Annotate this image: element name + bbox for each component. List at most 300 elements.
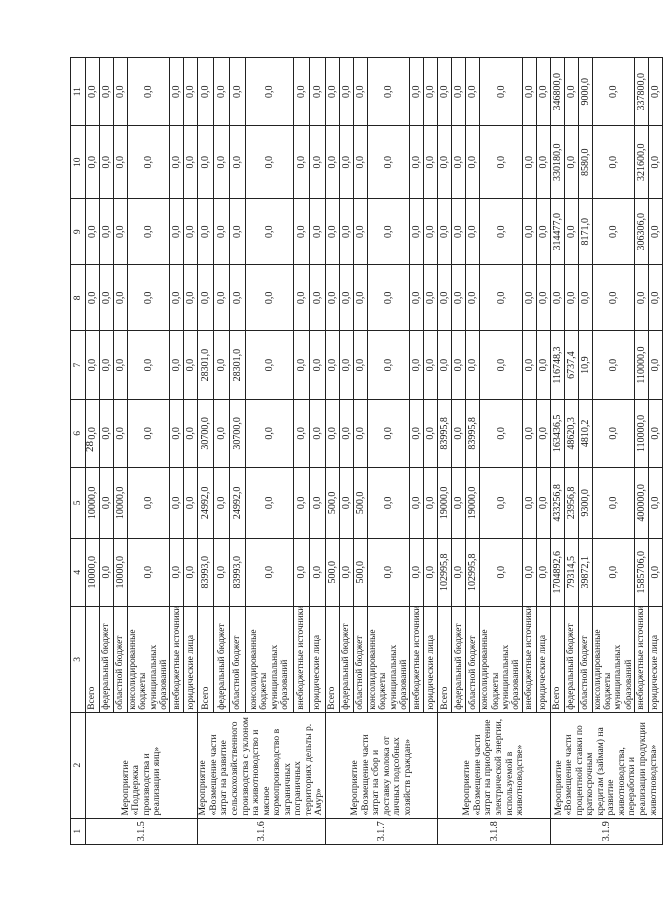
amount-cell: 28301,0	[198, 331, 214, 399]
amount-cell: 0,0	[198, 199, 214, 265]
amount-cell: 0,0	[294, 58, 310, 126]
item-code: 3.1.6	[198, 818, 326, 844]
amount-cell: 0,0	[536, 331, 550, 399]
amount-cell: 6737,4	[564, 331, 578, 399]
amount-cell: 0,0	[170, 331, 184, 399]
amount-cell: 0,0	[230, 265, 246, 331]
amount-cell: 8580,0	[578, 126, 592, 199]
amount-cell: 0,0	[246, 399, 294, 467]
amount-cell: 0,0	[128, 331, 170, 399]
amount-cell: 0,0	[86, 199, 100, 265]
amount-cell: 24992,0	[230, 468, 246, 539]
amount-cell: 0,0	[86, 58, 100, 126]
amount-cell: 19000,0	[438, 468, 452, 539]
amount-cell: 0,0	[310, 199, 326, 265]
amount-cell: 0,0	[214, 468, 230, 539]
amount-cell: 0,0	[114, 331, 128, 399]
amount-cell: 0,0	[522, 126, 536, 199]
amount-cell: 0,0	[367, 265, 409, 331]
column-header: 5	[71, 468, 86, 539]
funding-source: внебюджетные источники	[170, 606, 184, 712]
amount-cell: 0,0	[325, 265, 339, 331]
amount-cell: 0,0	[100, 468, 114, 539]
amount-cell: 0,0	[114, 199, 128, 265]
amount-cell: 0,0	[339, 199, 353, 265]
amount-cell: 83993,0	[198, 538, 214, 606]
amount-cell: 0,0	[536, 126, 550, 199]
amount-cell: 0,0	[114, 126, 128, 199]
amount-cell: 0,0	[114, 58, 128, 126]
amount-cell: 0,0	[339, 399, 353, 467]
column-header: 7	[71, 331, 86, 399]
column-header: 10	[71, 126, 86, 199]
amount-cell: 0,0	[184, 331, 198, 399]
item-name: Мероприятие «Поддержка производства и реализации яиц»	[86, 712, 198, 818]
amount-cell: 0,0	[564, 58, 578, 126]
amount-cell: 83995,8	[438, 399, 452, 467]
amount-cell: 0,0	[649, 265, 663, 331]
amount-cell: 0,0	[424, 199, 438, 265]
amount-cell: 0,0	[198, 265, 214, 331]
amount-cell: 500,0	[353, 538, 367, 606]
amount-cell: 0,0	[592, 265, 634, 331]
amount-cell: 0,0	[100, 58, 114, 126]
amount-cell: 0,0	[128, 199, 170, 265]
amount-cell: 0,0	[635, 265, 649, 331]
amount-cell: 0,0	[128, 126, 170, 199]
amount-cell: 0,0	[214, 331, 230, 399]
amount-cell: 0,0	[100, 265, 114, 331]
amount-cell: 0,0	[100, 126, 114, 199]
amount-cell: 0,0	[480, 265, 522, 331]
amount-cell: 330180,0	[550, 126, 564, 199]
amount-cell: 0,0	[649, 538, 663, 606]
funding-source: Всего	[86, 606, 100, 712]
rotated-table-wrapper	[70, 57, 662, 845]
funding-source: Всего	[550, 606, 564, 712]
amount-cell: 23956,8	[564, 468, 578, 539]
amount-cell: 0,0	[114, 399, 128, 467]
budget-table	[70, 57, 663, 845]
amount-cell: 0,0	[649, 58, 663, 126]
amount-cell: 79314,5	[564, 538, 578, 606]
amount-cell: 0,0	[522, 399, 536, 467]
amount-cell: 0,0	[294, 331, 310, 399]
amount-cell: 0,0	[246, 58, 294, 126]
amount-cell: 9300,0	[578, 468, 592, 539]
amount-cell: 0,0	[536, 538, 550, 606]
amount-cell: 0,0	[230, 199, 246, 265]
funding-source: юридические лица	[310, 606, 326, 712]
amount-cell: 0,0	[536, 468, 550, 539]
amount-cell: 0,0	[592, 399, 634, 467]
amount-cell: 0,0	[339, 58, 353, 126]
amount-cell: 0,0	[310, 468, 326, 539]
amount-cell: 0,0	[184, 58, 198, 126]
amount-cell: 8171,0	[578, 199, 592, 265]
amount-cell: 0,0	[367, 199, 409, 265]
amount-cell: 0,0	[246, 265, 294, 331]
amount-cell: 1704892,6	[550, 538, 564, 606]
amount-cell: 0,0	[339, 538, 353, 606]
amount-cell: 0,0	[536, 265, 550, 331]
amount-cell: 0,0	[649, 199, 663, 265]
funding-source: федеральный бюджет	[214, 606, 230, 712]
item-code: 3.1.5	[86, 818, 198, 844]
amount-cell: 0,0	[230, 126, 246, 199]
amount-cell: 10000,0	[86, 468, 100, 539]
amount-cell: 0,0	[466, 58, 480, 126]
amount-cell: 0,0	[170, 399, 184, 467]
amount-cell: 0,0	[466, 331, 480, 399]
amount-cell: 0,0	[592, 58, 634, 126]
amount-cell: 500,0	[325, 538, 339, 606]
amount-cell: 0,0	[466, 199, 480, 265]
amount-cell: 0,0	[536, 199, 550, 265]
amount-cell: 0,0	[128, 58, 170, 126]
table-row	[325, 58, 339, 845]
amount-cell: 0,0	[353, 331, 367, 399]
amount-cell: 0,0	[128, 468, 170, 539]
amount-cell: 83993,0	[230, 538, 246, 606]
funding-source: федеральный бюджет	[100, 606, 114, 712]
amount-cell: 0,0	[170, 468, 184, 539]
column-header: 11	[71, 58, 86, 126]
amount-cell: 0,0	[592, 126, 634, 199]
amount-cell: 0,0	[310, 331, 326, 399]
amount-cell: 0,0	[339, 331, 353, 399]
amount-cell: 306306,0	[635, 199, 649, 265]
amount-cell: 0,0	[86, 331, 100, 399]
amount-cell: 0,0	[592, 538, 634, 606]
amount-cell: 0,0	[466, 265, 480, 331]
funding-source: Всего	[325, 606, 339, 712]
amount-cell: 0,0	[246, 468, 294, 539]
amount-cell: 0,0	[214, 265, 230, 331]
amount-cell: 337800,0	[635, 58, 649, 126]
amount-cell: 0,0	[452, 538, 466, 606]
funding-source: консолидированные бюджеты муниципальных образований	[246, 606, 294, 712]
funding-source: федеральный бюджет	[339, 606, 353, 712]
amount-cell: 0,0	[522, 331, 536, 399]
amount-cell: 0,0	[424, 399, 438, 467]
amount-cell: 0,0	[184, 126, 198, 199]
amount-cell: 0,0	[310, 265, 326, 331]
funding-source: областной бюджет	[230, 606, 246, 712]
amount-cell: 0,0	[522, 58, 536, 126]
funding-source: областной бюджет	[353, 606, 367, 712]
amount-cell: 30700,0	[230, 399, 246, 467]
item-name: Мероприятие «Возмещение части затрат на развитие сельскохозяйственного производства с уклоном на животноводство и мясное кормопроизводство в заграничных пограничных территориях дельты р. Амур»	[198, 712, 326, 818]
amount-cell: 500,0	[353, 468, 367, 539]
amount-cell: 0,0	[353, 265, 367, 331]
amount-cell: 0,0	[522, 468, 536, 539]
amount-cell: 0,0	[214, 399, 230, 467]
amount-cell: 0,0	[367, 399, 409, 467]
amount-cell: 0,0	[410, 538, 424, 606]
amount-cell: 0,0	[294, 399, 310, 467]
funding-source: областной бюджет	[578, 606, 592, 712]
amount-cell: 9000,0	[578, 58, 592, 126]
amount-cell: 110000,0	[635, 331, 649, 399]
funding-source: федеральный бюджет	[564, 606, 578, 712]
funding-source: Всего	[198, 606, 214, 712]
amount-cell: 0,0	[170, 126, 184, 199]
amount-cell: 24992,0	[198, 468, 214, 539]
amount-cell: 0,0	[452, 399, 466, 467]
amount-cell: 0,0	[184, 468, 198, 539]
amount-cell: 0,0	[649, 126, 663, 199]
amount-cell: 0,0	[536, 58, 550, 126]
funding-source: областной бюджет	[466, 606, 480, 712]
amount-cell: 0,0	[649, 399, 663, 467]
amount-cell: 0,0	[452, 58, 466, 126]
amount-cell: 0,0	[424, 126, 438, 199]
amount-cell: 0,0	[294, 126, 310, 199]
funding-source: консолидированные бюджеты муниципальных образований	[480, 606, 522, 712]
amount-cell: 116748,3	[550, 331, 564, 399]
amount-cell: 0,0	[410, 468, 424, 539]
amount-cell: 0,0	[367, 468, 409, 539]
item-name: Мероприятие «Возмещение части процентной ставки по краткосрочным кредитам (займам) на развитие животноводства, переработки и реализации продукции животноводства»	[550, 712, 662, 818]
amount-cell: 0,0	[170, 265, 184, 331]
amount-cell: 30700,0	[198, 399, 214, 467]
amount-cell: 0,0	[438, 265, 452, 331]
amount-cell: 0,0	[410, 265, 424, 331]
column-header: 6	[71, 399, 86, 467]
amount-cell: 0,0	[480, 126, 522, 199]
amount-cell: 0,0	[410, 58, 424, 126]
amount-cell: 500,0	[325, 468, 339, 539]
item-code: 3.1.9	[550, 818, 662, 844]
table-row	[550, 58, 564, 845]
amount-cell: 0,0	[100, 399, 114, 467]
amount-cell: 321600,0	[635, 126, 649, 199]
amount-cell: 0,0	[339, 126, 353, 199]
item-code: 3.1.8	[438, 818, 550, 844]
column-header: 8	[71, 265, 86, 331]
column-header: 2	[71, 712, 86, 818]
amount-cell: 0,0	[480, 331, 522, 399]
amount-cell: 0,0	[452, 126, 466, 199]
amount-cell: 0,0	[325, 199, 339, 265]
amount-cell: 0,0	[114, 265, 128, 331]
amount-cell: 0,0	[367, 331, 409, 399]
amount-cell: 19000,0	[466, 468, 480, 539]
amount-cell: 0,0	[325, 126, 339, 199]
amount-cell: 0,0	[339, 265, 353, 331]
amount-cell: 0,0	[246, 126, 294, 199]
amount-cell: 0,0	[128, 399, 170, 467]
amount-cell: 102995,8	[466, 538, 480, 606]
amount-cell: 0,0	[452, 331, 466, 399]
amount-cell: 0,0	[128, 538, 170, 606]
amount-cell: 0,0	[578, 265, 592, 331]
table-row	[86, 58, 100, 845]
amount-cell: 314477,0	[550, 199, 564, 265]
amount-cell: 0,0	[100, 331, 114, 399]
amount-cell: 0,0	[246, 331, 294, 399]
amount-cell: 10000,0	[86, 538, 100, 606]
column-header: 3	[71, 606, 86, 712]
amount-cell: 0,0	[424, 538, 438, 606]
amount-cell: 4810,2	[578, 399, 592, 467]
amount-cell: 0,0	[310, 58, 326, 126]
amount-cell: 0,0	[410, 331, 424, 399]
amount-cell: 102995,8	[438, 538, 452, 606]
amount-cell: 0,0	[246, 538, 294, 606]
amount-cell: 0,0	[424, 468, 438, 539]
amount-cell: 0,0	[294, 265, 310, 331]
amount-cell: 0,0	[170, 58, 184, 126]
funding-source: консолидированные бюджеты муниципальных образований	[367, 606, 409, 712]
amount-cell: 0,0	[480, 468, 522, 539]
amount-cell: 10,9	[578, 331, 592, 399]
funding-source: внебюджетные источники	[635, 606, 649, 712]
funding-source: Всего	[438, 606, 452, 712]
funding-source: областной бюджет	[114, 606, 128, 712]
amount-cell: 0,0	[438, 126, 452, 199]
amount-cell: 0,0	[184, 199, 198, 265]
amount-cell: 0,0	[339, 468, 353, 539]
amount-cell: 0,0	[452, 265, 466, 331]
amount-cell: 0,0	[564, 126, 578, 199]
amount-cell: 0,0	[353, 126, 367, 199]
amount-cell: 10000,0	[114, 538, 128, 606]
funding-source: консолидированные бюджеты муниципальных образований	[128, 606, 170, 712]
amount-cell: 0,0	[522, 199, 536, 265]
amount-cell: 0,0	[452, 199, 466, 265]
amount-cell: 0,0	[649, 468, 663, 539]
amount-cell: 0,0	[310, 538, 326, 606]
header-row	[71, 58, 86, 845]
amount-cell: 0,0	[325, 58, 339, 126]
amount-cell: 0,0	[170, 538, 184, 606]
funding-source: юридические лица	[536, 606, 550, 712]
funding-source: федеральный бюджет	[452, 606, 466, 712]
amount-cell: 0,0	[246, 199, 294, 265]
item-name: Мероприятие «Возмещение части затрат на сбор и доставку молока от личных подсобных хозяйств граждан»	[325, 712, 437, 818]
column-header: 1	[71, 818, 86, 844]
amount-cell: 0,0	[424, 265, 438, 331]
amount-cell: 0,0	[438, 58, 452, 126]
page-number: 28	[84, 441, 96, 452]
amount-cell: 0,0	[480, 58, 522, 126]
amount-cell: 0,0	[410, 199, 424, 265]
amount-cell: 39872,1	[578, 538, 592, 606]
amount-cell: 0,0	[367, 58, 409, 126]
amount-cell: 28301,0	[230, 331, 246, 399]
amount-cell: 0,0	[564, 265, 578, 331]
column-header: 9	[71, 199, 86, 265]
amount-cell: 0,0	[198, 126, 214, 199]
funding-source: внебюджетные источники	[410, 606, 424, 712]
amount-cell: 0,0	[230, 58, 246, 126]
amount-cell: 0,0	[466, 126, 480, 199]
amount-cell: 0,0	[198, 58, 214, 126]
amount-cell: 0,0	[86, 265, 100, 331]
amount-cell: 10000,0	[114, 468, 128, 539]
amount-cell: 110000,0	[635, 399, 649, 467]
amount-cell: 0,0	[214, 199, 230, 265]
amount-cell: 0,0	[325, 399, 339, 467]
amount-cell: 0,0	[480, 538, 522, 606]
amount-cell: 0,0	[100, 538, 114, 606]
amount-cell: 0,0	[592, 468, 634, 539]
funding-source: внебюджетные источники	[522, 606, 536, 712]
amount-cell: 0,0	[367, 126, 409, 199]
table-row	[438, 58, 452, 845]
amount-cell: 0,0	[592, 331, 634, 399]
amount-cell: 0,0	[592, 199, 634, 265]
amount-cell: 0,0	[310, 399, 326, 467]
amount-cell: 0,0	[480, 399, 522, 467]
amount-cell: 0,0	[438, 331, 452, 399]
amount-cell: 0,0	[522, 538, 536, 606]
amount-cell: 0,0	[310, 126, 326, 199]
amount-cell: 0,0	[100, 199, 114, 265]
funding-source: юридические лица	[184, 606, 198, 712]
funding-source: внебюджетные источники	[294, 606, 310, 712]
amount-cell: 400000,0	[635, 468, 649, 539]
amount-cell: 0,0	[353, 399, 367, 467]
amount-cell: 0,0	[86, 399, 100, 467]
amount-cell: 0,0	[184, 538, 198, 606]
amount-cell: 0,0	[128, 265, 170, 331]
amount-cell: 0,0	[294, 538, 310, 606]
amount-cell: 48620,3	[564, 399, 578, 467]
funding-source: юридические лица	[649, 606, 663, 712]
item-name: Мероприятие «Возмещение части затрат на приобретение электрической энергии, используемой в животноводстве»	[438, 712, 550, 818]
amount-cell: 0,0	[649, 331, 663, 399]
amount-cell: 163436,5	[550, 399, 564, 467]
amount-cell: 0,0	[214, 58, 230, 126]
amount-cell: 0,0	[438, 199, 452, 265]
amount-cell: 0,0	[480, 199, 522, 265]
table-body	[86, 58, 663, 845]
amount-cell: 0,0	[367, 538, 409, 606]
amount-cell: 0,0	[424, 331, 438, 399]
amount-cell: 0,0	[294, 468, 310, 539]
table-row	[198, 58, 214, 845]
amount-cell: 0,0	[214, 126, 230, 199]
column-header: 4	[71, 538, 86, 606]
amount-cell: 0,0	[325, 331, 339, 399]
amount-cell: 1585706,0	[635, 538, 649, 606]
item-code: 3.1.7	[325, 818, 437, 844]
amount-cell: 346800,0	[550, 58, 564, 126]
amount-cell: 0,0	[550, 265, 564, 331]
amount-cell: 0,0	[353, 199, 367, 265]
amount-cell: 0,0	[170, 199, 184, 265]
amount-cell: 83995,8	[466, 399, 480, 467]
amount-cell: 433256,8	[550, 468, 564, 539]
amount-cell: 0,0	[410, 126, 424, 199]
funding-source: консолидированные бюджеты муниципальных образований	[592, 606, 634, 712]
amount-cell: 0,0	[536, 399, 550, 467]
amount-cell: 0,0	[86, 126, 100, 199]
amount-cell: 0,0	[184, 399, 198, 467]
amount-cell: 0,0	[410, 399, 424, 467]
amount-cell: 0,0	[184, 265, 198, 331]
amount-cell: 0,0	[294, 199, 310, 265]
amount-cell: 0,0	[452, 468, 466, 539]
amount-cell: 0,0	[424, 58, 438, 126]
amount-cell: 0,0	[564, 199, 578, 265]
amount-cell: 0,0	[353, 58, 367, 126]
amount-cell: 0,0	[522, 265, 536, 331]
funding-source: юридические лица	[424, 606, 438, 712]
